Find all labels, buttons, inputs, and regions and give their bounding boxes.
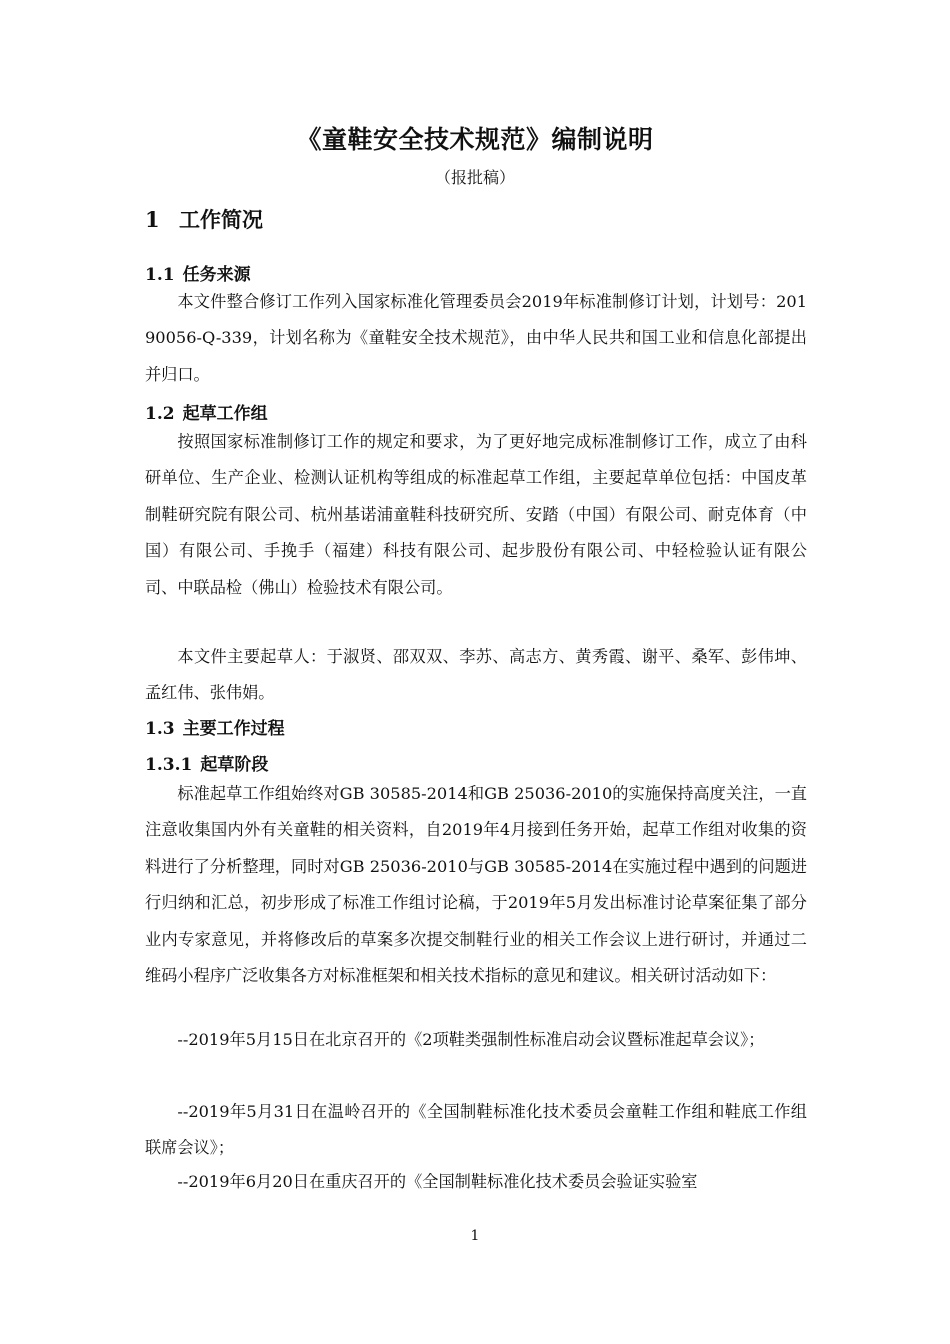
document-title: 《童鞋安全技术规范》编制说明	[296, 125, 654, 154]
section-heading-1-2	[145, 399, 268, 424]
section-heading-1-1	[145, 260, 251, 285]
section-title: 起草阶段	[200, 755, 269, 775]
section-number: 1.3.1	[145, 755, 193, 775]
page-number: 1	[470, 1228, 480, 1244]
paragraph-meeting-1: --2019年5月15日在北京召开的《2项鞋类强制性标准启动会议暨标准起草会议》；	[177, 1030, 765, 1049]
paragraph-meeting-2: --2019年5月31日在温岭召开的《全国制鞋标准化技术委员会童鞋工作组和鞋底工作组联席会议》；	[145, 1102, 807, 1158]
paragraph-meeting-3: --2019年6月20日在重庆召开的《全国制鞋标准化技术委员会验证实验室	[177, 1172, 698, 1191]
section-heading-1-3-1	[145, 750, 268, 775]
section-number: 1.2	[145, 404, 175, 424]
section-title: 任务来源	[182, 265, 251, 285]
section-title: 工作简况	[179, 207, 263, 232]
paragraph-drafting-stage: 标准起草工作组始终对GB 30585-2014和GB 25036-2010的实施保持高度关注，一直注意收集国内外有关童鞋的相关资料，自2019年4月接到任务开始，起草工作组对收集的资料进行了分析整理，同时对GB 25036-2010与GB 30585-2014在实施过程中遇到的问题进行归纳和汇总，初步形成了标准工作组讨论稿，于2019年5月发出标准讨论草案征集了部分业内专家意见，并将修改后的草案多次提交制鞋行业的相关工作会议上进行研讨，并通过二维码小程序广泛收集各方对标准框架和相关技术指标的意见和建议。相关研讨活动如下：	[145, 784, 807, 986]
paragraph-drafters: 本文件主要起草人：于淑贤、邵双双、李苏、高志方、黄秀霞、谢平、桑军、彭伟坤、孟红伟、张伟娟。	[145, 647, 807, 703]
section-title: 起草工作组	[182, 404, 268, 424]
paragraph-drafting-group: 按照国家标准制修订工作的规定和要求，为了更好地完成标准制修订工作，成立了由科研单位、生产企业、检测认证机构等组成的标准起草工作组，主要起草单位包括：中国皮革制鞋研究院有限公司、杭州基诺浦童鞋科技研究所、安踏（中国）有限公司、耐克体育（中国）有限公司、手挽手（福建）科技有限公司、起步股份有限公司、中轻检验认证有限公司、中联品检（佛山）检验技术有限公司。	[145, 432, 807, 597]
section-heading-1	[145, 204, 263, 234]
section-number: 1.1	[145, 265, 175, 285]
paragraph-task-source: 本文件整合修订工作列入国家标准化管理委员会2019年标准制修订计划，计划号：20190056-Q-339，计划名称为《童鞋安全技术规范》，由中华人民共和国工业和信息化部提出并归口。	[145, 292, 807, 384]
section-heading-1-3	[145, 714, 285, 739]
section-number: 1.3	[145, 719, 175, 739]
document-subtitle: （报批稿）	[434, 168, 515, 187]
section-number: 1	[145, 207, 160, 232]
section-title: 主要工作过程	[182, 719, 285, 739]
